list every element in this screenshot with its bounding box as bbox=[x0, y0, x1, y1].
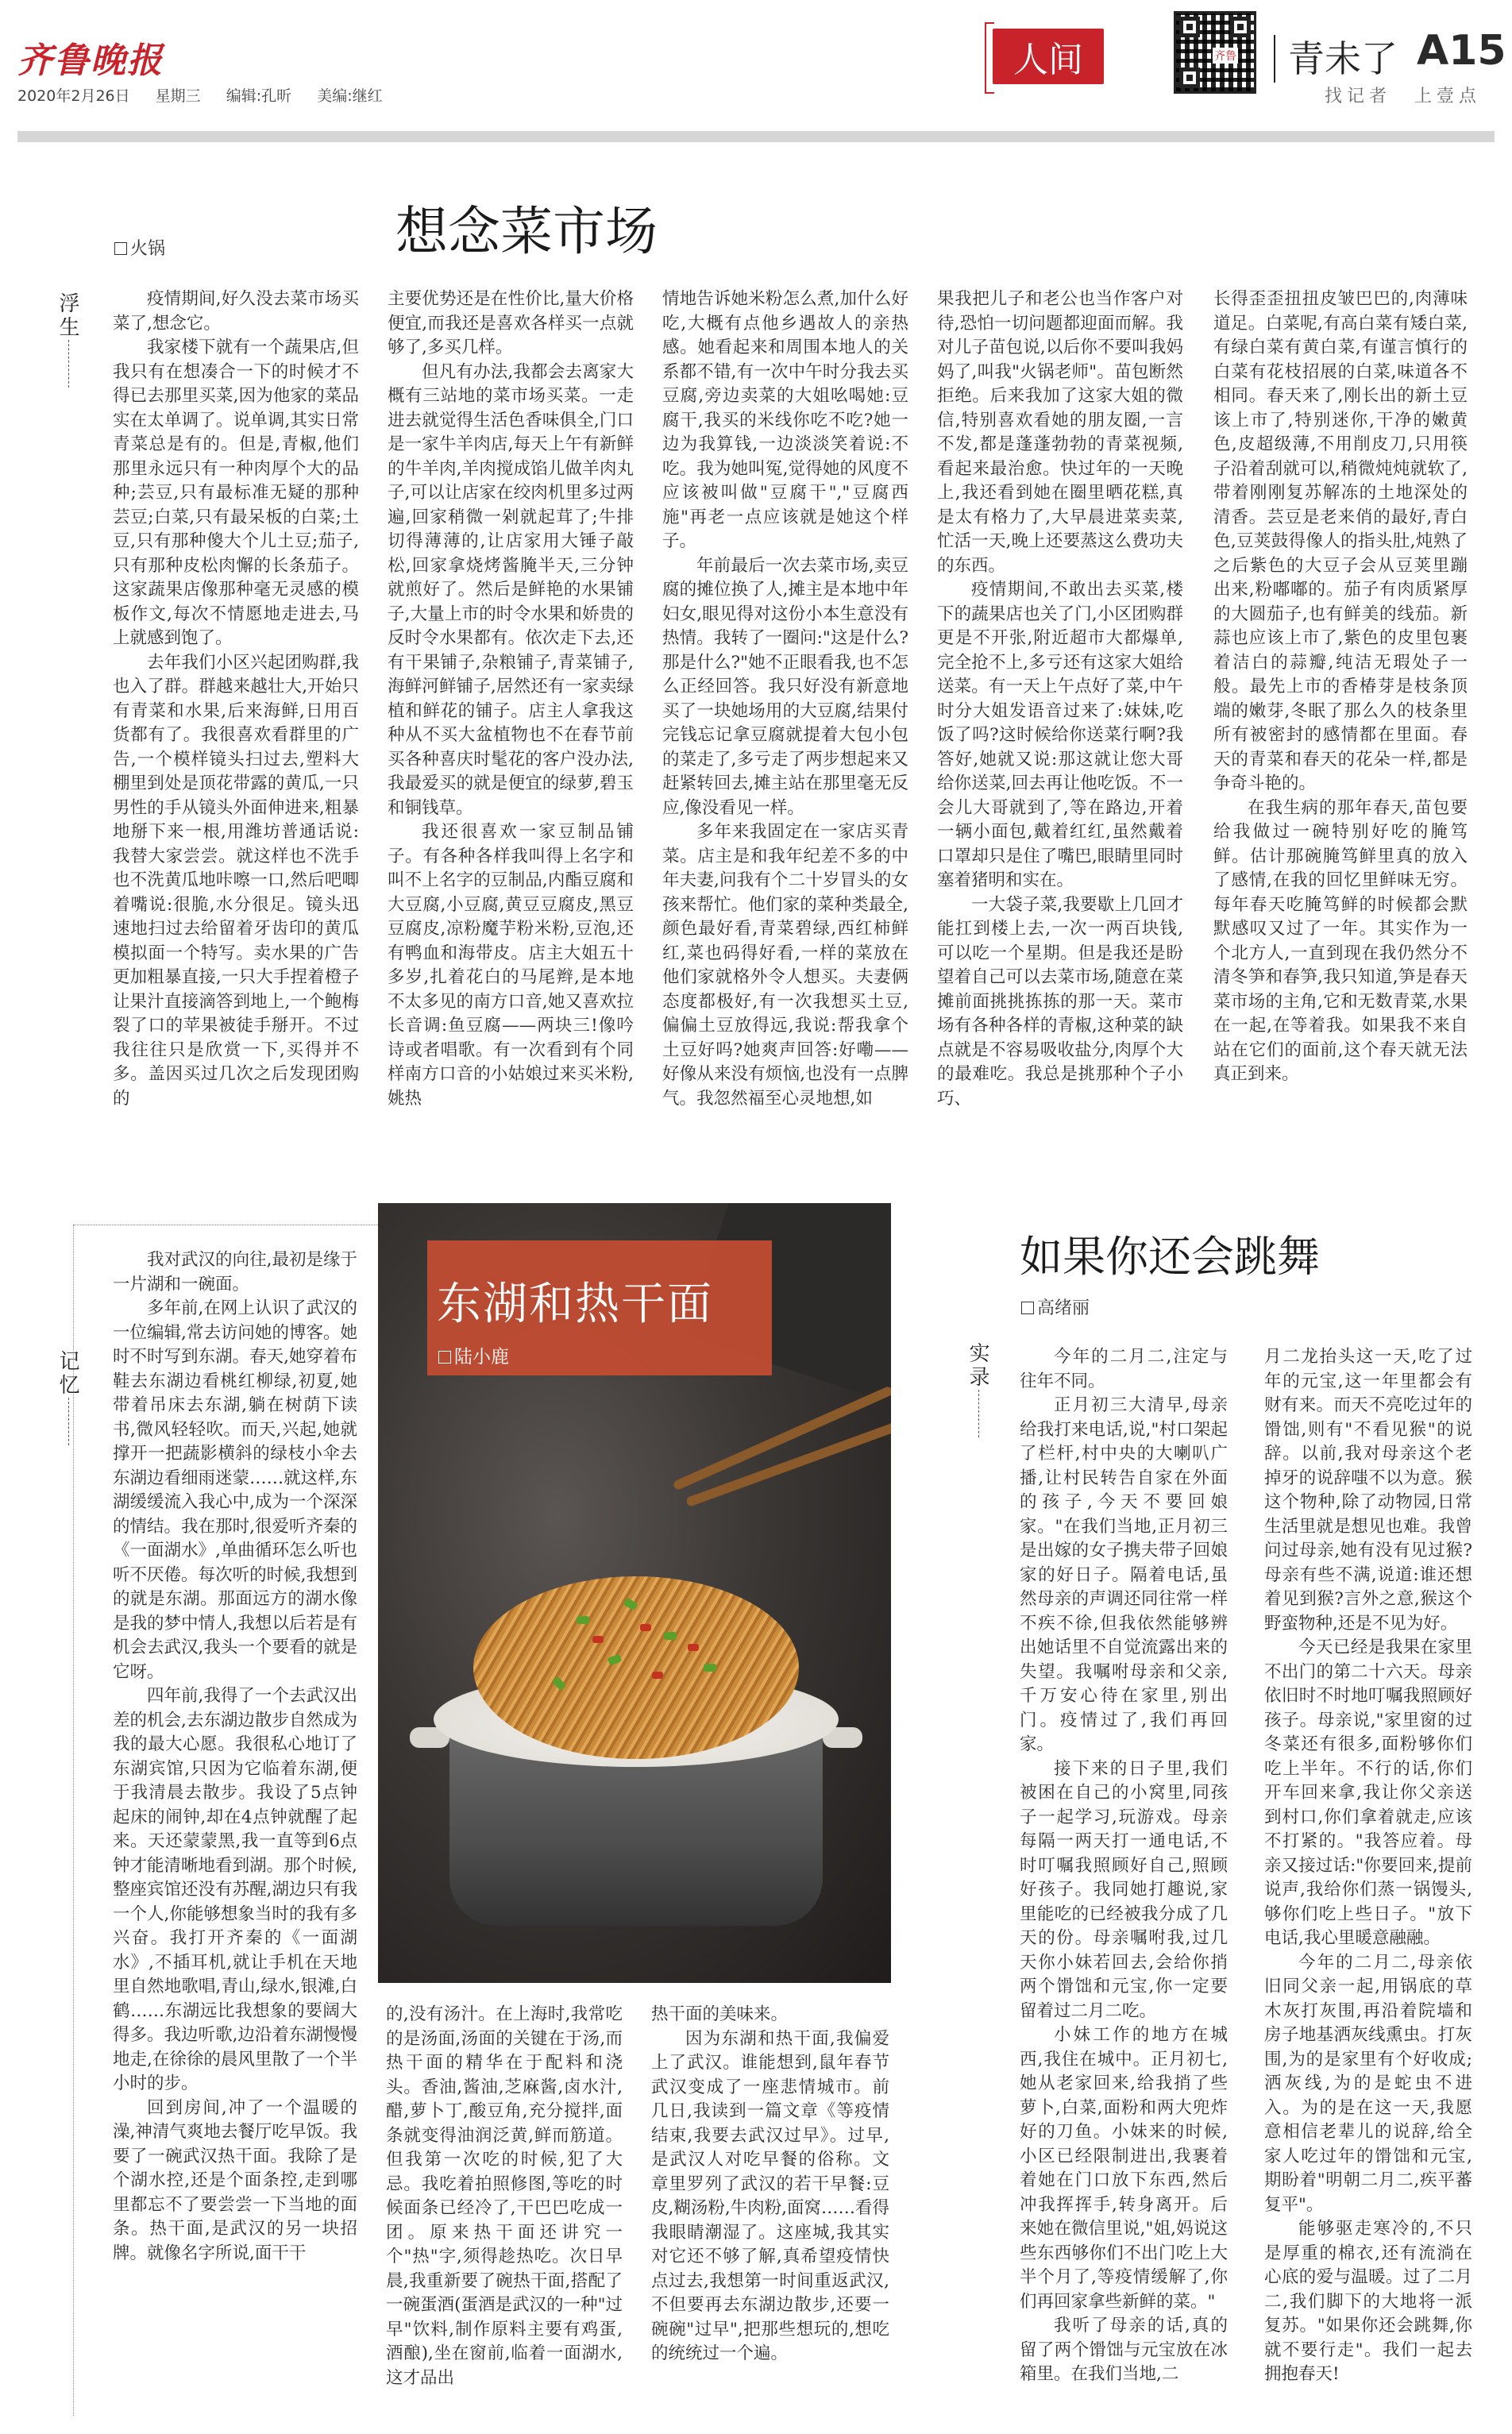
paragraph: 月二龙抬头这一天,吃了过年的元宝,这一年里都会有财有来。而天不亮吃过年的馉饳,则有"不看见猴"的说辞。以前,我对母亲这个老掉牙的说辞嗤不以为意。猴这个物种,除了动物园,日常生活里就是想见也难。我曾问过母亲,她有没有见过猴?母亲有些不满,说道:谁还想着见到猴?言外之意,猴这个野蛮物种,还是不见为好。 bbox=[1264, 1347, 1472, 1634]
paragraph: 的,没有汤汁。在上海时,我常吃的是汤面,汤面的关键在于汤,而热干面的精华在于配料和浇头。香油,酱油,芝麻酱,卤水汁,醋,萝卜丁,酸豆角,充分搅拌,面条就变得油润泛黄,鲜而筋道。但我第一次吃的时候,犯了大忌。我吃着拍照修图,等吃的时候面条已经冷了,干巴巴吃成一团。原来热干面还讲究一个"热"字,须得趁热吃。次日早晨,我重新要了碗热干面,搭配了一碗蛋酒(蛋酒是武汉的一种"过早"饮料,制作原料主要有鸡蛋,酒酿),坐在窗前,临着一面湖水,这才品出 bbox=[386, 2004, 623, 2388]
paragraph: 我还很喜欢一家豆制品铺子。有各种各样我叫得上名字和叫不上名字的豆制品,内酯豆腐和大豆腐,小豆腐,黄豆豆腐皮,黑豆豆腐皮,凉粉魔芋粉米粉,豆泡,还有鸭血和海带皮。店主大姐五十多岁,扎着花白的马尾辫,是本地不太多见的南方口音,她又喜欢拉长音调:鱼豆腐——两块三!像吟诗或者唱歌。有一次看到有个同样南方口音的小姑娘过来买米粉,姚热 bbox=[388, 822, 634, 1109]
paragraph: 果我把儿子和老公也当作客户对待,恐怕一切问题都迎面而解。我对儿子苗包说,以后你不要叫我妈妈了,叫我"火锅老师"。苗包断然拒绝。后来我加了这家大姐的微信,特别喜欢看她的朋友圈,一言不发,都是蓬蓬勃勃的青菜视频,看起来最治愈。快过年的一天晚上,我还看到她在圈里晒花糕,真是太有格力了,大早晨进菜卖菜,忙活一天,晚上还要蒸这么费功夫的东西。 bbox=[937, 289, 1183, 576]
issue-meta bbox=[17, 84, 403, 106]
paragraph: 多年来我固定在一家店买青菜。店主是和我年纪差不多的中年夫妻,问我有个二十岁冒头的女孩来帮忙。他们家的菜种类最全,颜色最好看,青菜碧绿,西红柿鲜红,菜也码得好看,一样的菜放在他们家就格外令人想买。夫妻俩态度都极好,有一次我想买土豆,偏偏土豆放得远,我说:帮我拿个土豆好吗?她爽声回答:好嘞——好像从来没有烦恼,也没有一点脾气。我忽然福至心灵地想,如 bbox=[662, 822, 908, 1109]
page-title: 青未了 bbox=[1288, 37, 1398, 80]
article3-col-2 bbox=[1264, 1345, 1472, 2387]
paragraph: 主要优势还是在性价比,量大价格便宜,而我还是喜欢各样买一点就够了,多买几样。 bbox=[388, 289, 634, 357]
article-author-tiaowu: 高绪丽 bbox=[1021, 1294, 1090, 1319]
reporter-action: 上壹点 bbox=[1414, 87, 1482, 106]
paragraph: 能够驱走寒冷的,不只是厚重的棉衣,还有流淌在心底的爱与温暖。过了二月二,我们脚下的大地将一派复苏。"如果你还会跳舞,你就不要行走"。我们一起去拥抱春天! bbox=[1264, 2219, 1472, 2384]
article2-col-2 bbox=[386, 2003, 623, 2390]
article2-col-3 bbox=[651, 2003, 889, 2366]
paragraph: 一大袋子菜,我要歇上几回才能扛到楼上去,一次一两百块钱,可以吃一个星期。但是我还是盼望着自己可以去菜市场,随意在菜摊前面挑挑拣拣的那一天。菜市场有各种各样的青椒,这种菜的缺点就是不容易吸收盐分,肉厚个大的最难吃。我总是挑那种个子小巧、 bbox=[937, 894, 1183, 1109]
paragraph: 但凡有办法,我都会去离家大概有三站地的菜市场买菜。一走进去就觉得生活色香味俱全,门口是一家牛羊肉店,每天上午有新鲜的牛羊肉,羊肉搅成馅儿做羊肉丸子,可以让店家在绞肉机里多过两遍,回家稍微一剁就起茸了;牛排切得薄薄的,让店家用大锤子敲松,回家拿烧烤酱腌半天,三分钟就煎好了。然后是鲜艳的水果铺子,大量上市的时令水果和娇贵的反时令水果都有。依次走下去,还有干果铺子,杂粮铺子,青菜铺子,海鲜河鲜铺子,居然还有一家卖绿植和鲜花的铺子。店主人拿我这种从不买大盆植物也不在春节前买各种喜庆时髦花的客户没办法,我最爱买的就是便宜的绿萝,碧玉和铜钱草。 bbox=[388, 361, 634, 818]
paragraph: 热干面的美味来。 bbox=[651, 2004, 789, 2024]
reporter-label: 找记者 bbox=[1325, 87, 1392, 106]
article1-col-3 bbox=[662, 287, 908, 1111]
header-divider bbox=[1274, 35, 1275, 83]
page-number: A15 bbox=[1417, 27, 1506, 75]
paragraph: 情地告诉她米粉怎么煮,加什么好吃,大概有点他乡遇故人的亲热感。她看起来和周围本地人的关系都不错,有一次中午时分我去买豆腐,旁边卖菜的大姐吆喝她:豆腐干,我买的米线你吃不吃?她一边为我算钱,一边淡淡笑着说:不吃。我为她叫冤,觉得她的风度不应该被叫做"豆腐干","豆腐西施"再老一点应该就是她这个样子。 bbox=[662, 289, 908, 551]
column-tag-fusheng: 浮生 bbox=[56, 292, 83, 340]
paragraph: 因为东湖和热干面,我偏爱上了武汉。谁能想到,鼠年春节武汉变成了一座悲情城市。前几日,我读到一篇文章《等疫情结束,我要去武汉过早》。过早,是武汉人对吃早餐的俗称。文章里罗列了武汉的若干早餐:豆皮,糊汤粉,牛肉粉,面窝……看得我眼睛潮湿了。这座城,我其实对它还不够了解,真希望疫情快点过去,我想第一时间重返武汉,不但要再去东湖边散步,还要一碗碗"过早",把那些想玩的,想吃的统统过一个遍。 bbox=[651, 2028, 890, 2363]
paragraph: 长得歪歪扭扭皮皱巴巴的,肉薄味道足。白菜呢,有高白菜有矮白菜,有绿白菜有黄白菜,有谨言慎行的白菜有花枝招展的白菜,味道各不相同。春天来了,刚长出的新土豆该上市了,特别迷你,干净的嫩黄色,皮超级薄,不用削皮刀,只用筷子沿着刮就可以,稍微炖炖就软了,带着刚刚复苏解冻的土地深处的清香。芸豆是老来俏的最好,青白色,豆荚鼓得像人的指头肚,炖熟了之后紫色的大豆子会从豆荚里蹦出来,粉嘟嘟的。茄子有肉质紧厚的大圆茄子,也有鲜美的线茄。新蒜也应该上市了,紫色的皮里包裹着洁白的蒜瓣,纯洁无瑕处子一般。最先上市的香椿芽是枝条顶端的嫩芽,冬眠了那么久的枝条里所有被密封的感情都在里面。春天的青菜和春天的花朵一样,都是争奇斗艳的。 bbox=[1213, 289, 1468, 793]
article2-col-1 bbox=[113, 1248, 357, 2266]
issue-date: 2020年2月26日 bbox=[17, 87, 130, 105]
article1-col-1 bbox=[113, 287, 359, 1111]
qr-logo: 齐鲁 bbox=[1213, 48, 1238, 64]
paragraph: 在我生病的那年春天,苗包要给我做过一碗特别好吃的腌笃鲜。估计那碗腌笃鲜里真的放入了感情,在我的回忆里鲜味无穷。每年春天吃腌笃鲜的时候都会默默感叹又过了一年。其实作为一个北方人,一直到现在我仍然分不清冬笋和春笋,我只知道,笋是春天菜市场的主角,它和无数青菜,水果在一起,在等着我。如果我不来自站在它们的面前,这个春天就无法真正到来。 bbox=[1213, 797, 1468, 1084]
paragraph: 接下来的日子里,我们被困在自己的小窝里,同孩子一起学习,玩游戏。母亲每隔一两天打一通电话,不时叮嘱我照顾好自己,照顾好孩子。我同她打趣说,家里能吃的已经被我分成了几天的份。母亲嘱咐我,过几天你小妹若回去,会给你捎两个馉饳和元宝,你一定要留着过二月二吃。 bbox=[1020, 1758, 1228, 2021]
issue-editor: 编辑:孔昕 bbox=[226, 87, 292, 105]
header-rule bbox=[17, 131, 1495, 142]
paragraph: 去年我们小区兴起团购群,我也入了群。群越来越壮大,开始只有青菜和水果,后来海鲜,日用百货都有了。我很喜欢看群里的广告,一个模样镜头扫过去,塑料大棚里到处是顶花带露的黄瓜,一只男性的手从镜头外面伸进来,粗暴地掰下来一根,用潍坊普通话说:我替大家尝尝。就这样也不洗手也不洗黄瓜地咔嚓一口,然后吧唧着嘴说:很脆,水分很足。镜头迅速地扫过去给留着牙齿印的黄瓜模拟面一个特写。卖水果的广告更加粗暴直接,一只大手捏着橙子让果汁直接滴答到地上,一个鲍梅裂了口的苹果被徒手掰开。不过我往往只是欣赏一下,买得并不多。盖因买过几次之后发现团购的 bbox=[113, 652, 359, 1109]
paragraph: 小妹工作的地方在城西,我住在城中。正月初七,她从老家回来,给我捎了些萝卜,白菜,面粉和两大兜炸好的刀鱼。小妹来的时候,小区已经限制进出,我裹着着她在门口放下东西,然后冲我挥挥手,转身离开。后来她在微信里说,"姐,妈说这些东西够你们不出门吃上大半个月了,等疫情缓解了,你们再回家拿些新鲜的菜。" bbox=[1020, 2025, 1228, 2312]
paragraph: 疫情期间,不敢出去买菜,楼下的蔬果店也关了门,小区团购群更是不开张,附近超市大都爆单,完全抢不上,多亏还有这家大姐给送菜。有一天上午点好了菜,中午时分大姐发语音过来了:妹妹,吃饭了吗?这时候给你送菜行啊?我答好,她就又说:那这就让您大哥给你送菜,回去再让他吃饭。不一会儿大哥就到了,等在路边,开着一辆小面包,戴着红红,虽然戴着口罩却只是住了嘴巴,眼睛里同时塞着猪明和实在。 bbox=[937, 580, 1183, 890]
paragraph: 多年前,在网上认识了武汉的一位编辑,常去访问她的博客。她时不时写到东湖。春天,她穿着布鞋去东湖边看桃红柳绿,初夏,她带着吊床去东湖,躺在树荫下读书,微风轻轻吹。而天,兴起,她就撑开一把蔬影横斜的绿枝小伞去东湖边看细雨迷蒙……就这样,东湖缓缓流入我心中,成为一个深深的情结。我在那时,很爱听齐秦的《一面湖水》,单曲循环怎么听也听不厌倦。每次听的时候,我想到的就是东湖。那面远方的湖水像是我的梦中情人,我想以后若是有机会去武汉,我头一个要看的就是它呀。 bbox=[113, 1298, 357, 1682]
paragraph: 我听了母亲的话,真的留了两个馉饳与元宝放在冰箱里。在我们当地,二 bbox=[1020, 2316, 1228, 2384]
frame-left-rule bbox=[73, 1225, 75, 2416]
paragraph: 疫情期间,好久没去菜市场买菜了,想念它。 bbox=[113, 289, 359, 334]
column-tag-shilu: 实录 bbox=[966, 1342, 993, 1390]
paragraph: 我家楼下就有一个蔬果店,但我只有在想凑合一下的时候才不得已去那里买菜,因为他家的菜品实在太单调了。说单调,其实日常青菜总是有的。但是,青椒,他们那里永远只有一种肉厚个大的品种;芸豆,只有最标准无疑的那种芸豆;白菜,只有最呆板的白菜;土豆,只有那种傻大个儿土豆;茄子,只有那种皮松肉懈的长条茄子。这家蔬果店像那种毫无灵感的模板作文,每次不情愿地走进去,马上就感到饱了。 bbox=[113, 338, 359, 648]
article-author-caishichang: 火锅 bbox=[114, 235, 165, 260]
column-tag-jiyi: 记忆 bbox=[56, 1350, 83, 1398]
article1-col-4 bbox=[937, 287, 1183, 1111]
section-tag: 人间 bbox=[993, 29, 1104, 84]
issue-weekday: 星期三 bbox=[155, 87, 201, 105]
paragraph: 今天已经是我果在家里不出门的第二十六天。母亲依旧时不时地叮嘱我照顾好孩子。母亲说,"家里窗的过冬菜还有很多,面粉够你们吃上半年。不行的话,你们开车回来拿,我让你父亲送到村口,你们拿着就走,应该不打紧的。"我答应着。母亲又接过话:"你要回来,提前说声,我给你们蒸一锅馒头,够你们吃上些日子。"放下电话,我心里暖意融融。 bbox=[1264, 1637, 1472, 1948]
paragraph: 我对武汉的向往,最初是缘于一片湖和一碗面。 bbox=[113, 1250, 357, 1294]
issue-designer: 美编:继红 bbox=[317, 87, 383, 105]
article1-col-2 bbox=[388, 287, 634, 1111]
article1-col-5 bbox=[1213, 287, 1468, 1087]
article-title-tiaowu: 如果你还会跳舞 bbox=[1020, 1232, 1320, 1282]
reporter-line bbox=[1312, 83, 1481, 107]
article-title-donghu: 东湖和热干面 bbox=[437, 1279, 713, 1330]
paragraph: 今年的二月二,注定与往年不同。 bbox=[1020, 1347, 1228, 1391]
paragraph: 正月初三大清早,母亲给我打来电话,说,"村口架起了栏杆,村中央的大喇叭广播,让村民转告自家在外面的孩子,今天不要回娘家。"在我们当地,正月初三是出嫁的女子携夫带子回娘家的好日子。隔着电话,虽然母亲的声调还同往常一样不疾不徐,但我依然能够辨出她话里不自觉流露出来的失望。我嘱咐母亲和父亲,千万安心待在家里,别出门。疫情过了,我们再回家。 bbox=[1020, 1395, 1228, 1754]
newspaper-name: 齐鲁晚报 bbox=[17, 41, 164, 81]
article3-col-1 bbox=[1020, 1345, 1228, 2387]
article-author-donghu: 陆小鹿 bbox=[438, 1342, 509, 1368]
article-title-caishichang: 想念菜市场 bbox=[395, 201, 658, 262]
paragraph: 四年前,我得了一个去武汉出差的机会,去东湖边散步自然成为我的最大心愿。我很私心地订了东湖宾馆,只因为它临着东湖,便于我清晨去散步。我设了5点钟起床的闹钟,却在4点钟就醒了起来。天还蒙蒙黑,我一直等到6点钟才能清晰地看到湖。那个时候,整座宾馆还没有苏醒,湖边只有我一个人,你能够想象当时的我有多兴奋。我打开齐秦的《一面湖水》,不插耳机,就让手机在天地里自然地歌唱,青山,绿水,银滩,白鹤……东湖远比我想象的要阔大得多。我边听歌,边沿着东湖慢慢地走,在徐徐的晨风里散了一个半小时的步。 bbox=[113, 1686, 357, 2093]
paragraph: 年前最后一次去菜市场,卖豆腐的摊位换了人,摊主是本地中年妇女,眼见得对这份小本生意没有热情。我转了一圈问:"这是什么?那是什么?"她不正眼看我,也不怎么正经回答。我只好没有新意地买了一块她场用的大豆腐,结果付完钱忘记拿豆腐就提着大包小包的菜走了,多亏走了两步想起来又赶紧转回去,摊主站在那里毫无反应,像没看见一样。 bbox=[662, 555, 908, 818]
paragraph: 今年的二月二,母亲依旧同父亲一起,用锅底的草木灰打灰围,再沿着院墙和房子地基洒灰线熏虫。打灰围,为的是家里有个好收成;洒灰线,为的是蛇虫不进入。为的是在这一天,我愿意相信老辈儿的说辞,给全家人吃过年的馉饳和元宝,期盼着"明朝二月二,疾平蕃复平"。 bbox=[1264, 1952, 1472, 2215]
paragraph: 回到房间,冲了一个温暖的澡,神清气爽地去餐厅吃早饭。我要了一碗武汉热干面。我除了是个湖水控,还是个面条控,走到哪里都忘不了要尝尝一下当地的面条。热干面,是武汉的另一块招牌。就像名字所说,面干干 bbox=[113, 2097, 357, 2263]
